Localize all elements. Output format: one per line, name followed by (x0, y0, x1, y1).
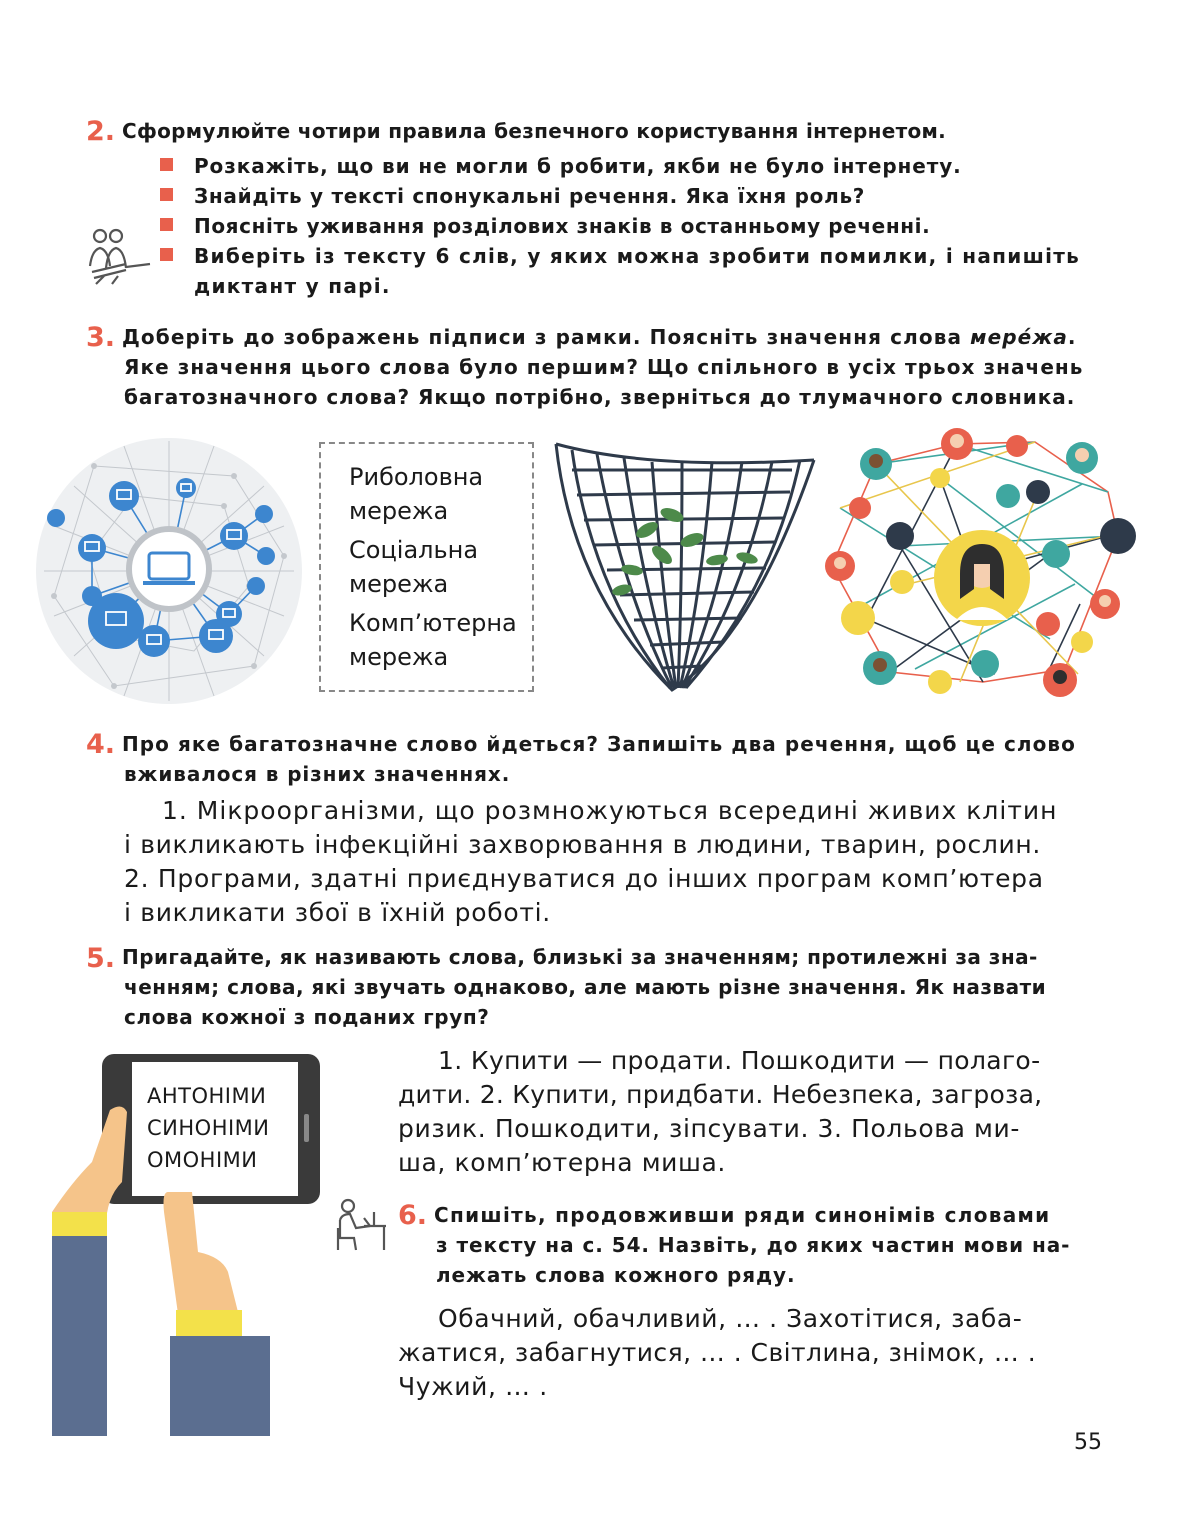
frame-line-1: Риболовна (349, 463, 484, 491)
task-6-body-3: Чужий, … . (398, 1372, 548, 1401)
tablet-line-3: ОМОНІМИ (147, 1148, 258, 1172)
task-5-line-2: ченням; слова, які звучать однаково, але мають різне значення. Як назвати (124, 975, 1047, 999)
frame-line-2: мережа (349, 497, 449, 525)
task-2-text: Сформулюйте чотири правила безпечного користування інтернетом. (122, 119, 947, 143)
task-5-line-1: Пригадайте, як називають слова, близькі за значенням; протилежні за зна- (122, 945, 1038, 969)
task-6-line-1: Спишіть, продовживши ряди синонімів словами (434, 1203, 1051, 1227)
frame-line-4: мережа (349, 570, 449, 598)
task-3-line-3: багатозначного слова? Якщо потрібно, зверніться до тлумачного словника. (124, 385, 1076, 409)
bullet-marker (160, 248, 173, 261)
task-3-line-1 (122, 322, 1077, 352)
task-4-body-1: 1. Мікроорганізми, що розмножуються всередині живих клітин (162, 796, 1058, 825)
pair-work-icon (86, 226, 152, 288)
bullet-marker (160, 218, 173, 231)
frame-line-6: мережа (349, 643, 449, 671)
italic-word: мере́жа (970, 325, 1068, 349)
task-4-number: 4. (86, 729, 116, 760)
task-5-body-3: ризик. Пошкодити, зіпсувати. 3. Польова ми- (398, 1114, 1020, 1143)
task-2-number: 2. (86, 116, 116, 147)
tablet-line-1: АНТОНІМИ (147, 1084, 267, 1108)
task-6-number: 6. (398, 1200, 428, 1231)
task-6-line-3: лежать слова кожного ряду. (436, 1263, 796, 1287)
social-network-illustration (820, 424, 1150, 704)
task-6-body-1: Обачний, обачливий, … . Захотітися, заба- (438, 1304, 1023, 1333)
bullet-marker (160, 188, 173, 201)
frame-line-5: Комп’ютерна (349, 609, 517, 637)
task-5-line-3: слова кожної з поданих груп? (124, 1005, 490, 1029)
task-2-bullet-3: Поясніть уживання розділових знаків в останньому реченні. (194, 214, 931, 238)
task-4-body-2: і викликають інфекційні захворювання в людини, тварин, рослин. (124, 830, 1042, 859)
bullet-marker (160, 158, 173, 171)
tablet-line-2: СИНОНІМИ (147, 1116, 270, 1140)
word-frame (319, 442, 534, 692)
task-3-line-2: Яке значення цього слова було першим? Що спільного в усіх трьох значень (124, 355, 1084, 379)
task-4-body-4: і викликати збої в їхній роботі. (124, 898, 551, 927)
computer-network-illustration (34, 436, 304, 706)
task-6-line-2: з тексту на с. 54. Назвіть, до яких частин мови на- (436, 1233, 1071, 1257)
period: . (1067, 325, 1077, 349)
page-number: 55 (1074, 1430, 1102, 1455)
task-4-body-3: 2. Програми, здатні приєднуватися до інших програм комп’ютера (124, 864, 1044, 893)
task-6-body-2: жатися, забагнутися, … . Світлина, знімок, … . (398, 1338, 1037, 1367)
frame-line-3: Соціальна (349, 536, 479, 564)
fishing-net-illustration (552, 440, 820, 696)
task-5-body-4: ша, комп’ютерна миша. (398, 1148, 726, 1177)
task-3-number: 3. (86, 322, 116, 353)
task-3-line-1-text: Доберіть до зображень підписи з рамки. Поясніть значення слова (122, 325, 963, 349)
task-2-bullet-4: Виберіть із тексту 6 слів, у яких можна зробити помилки, і напишіть (194, 244, 1081, 268)
desk-work-icon (334, 1198, 388, 1252)
task-5-body-1: 1. Купити — продати. Пошкодити — полаго- (438, 1046, 1041, 1075)
task-5-body-2: дити. 2. Купити, придбати. Небезпека, загроза, (398, 1080, 1043, 1109)
task-2-bullet-1: Розкажіть, що ви не могли б робити, якби не було інтернету. (194, 154, 962, 178)
task-4-line-1: Про яке багатозначне слово йдеться? Запишіть два речення, щоб це слово (122, 732, 1076, 756)
task-5-number: 5. (86, 943, 116, 974)
task-2-bullet-2: Знайдіть у тексті спонукальні речення. Яка їхня роль? (194, 184, 866, 208)
task-2-bullet-4-cont: диктант у парі. (194, 274, 391, 298)
task-4-line-2: вживалося в різних значеннях. (124, 762, 511, 786)
